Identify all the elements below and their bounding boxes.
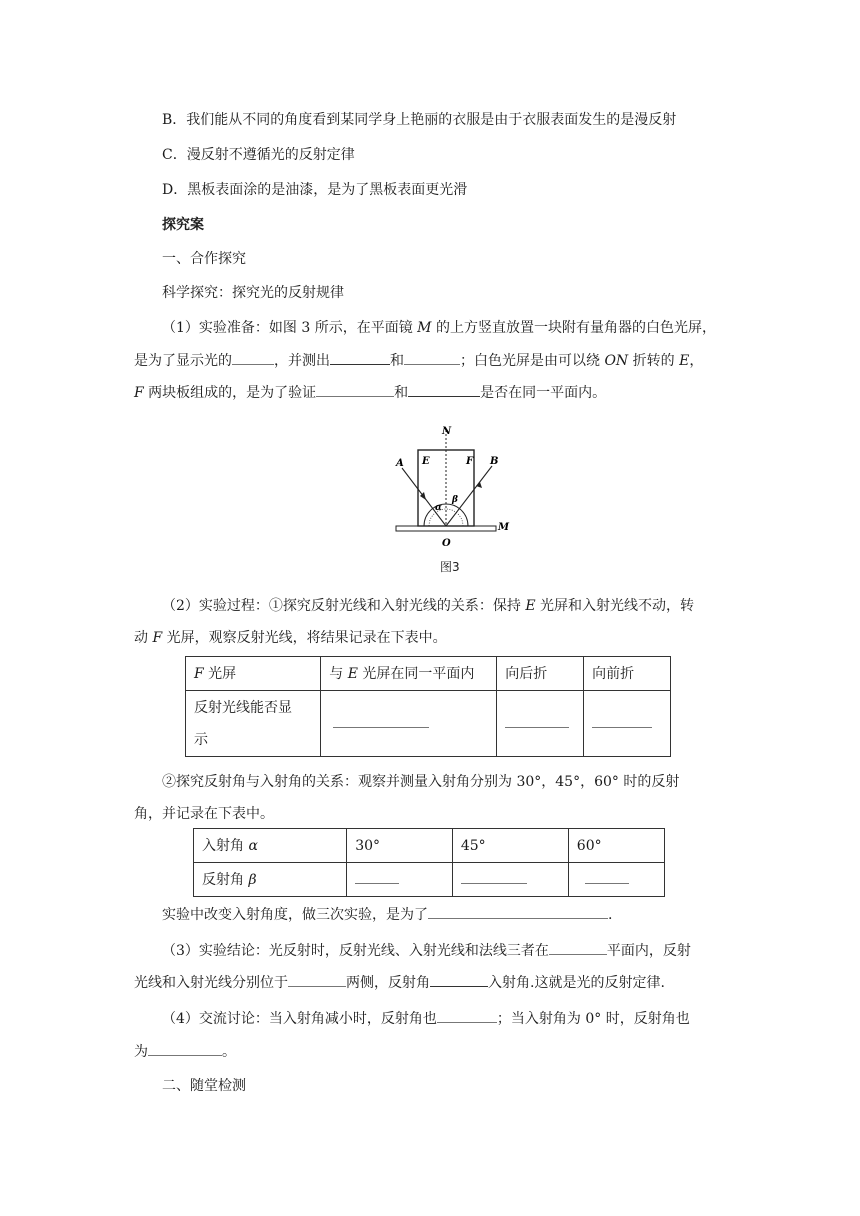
step1-line2: 是为了显示光的 ，并测出 和 ；白色光屏是由可以绕 ON 折转的 E， [134,350,703,371]
blank-angle-relation[interactable] [430,972,488,987]
label-alpha: α [435,503,442,513]
blank-zero[interactable] [148,1041,222,1056]
step3-line1: （3）实验结论：光反射时，反射光线、入射光线和法线三者在 平面内，反射 [162,940,691,961]
step2b-line1: ②探究反射角与入射角的关系：观察并测量入射角分别为 30°，45°，60° 时的反射 [162,774,680,790]
mirror [396,526,496,531]
blank-angle-2[interactable] [404,350,460,365]
step4-line2: 为 。 [134,1041,236,1062]
label-o: O [442,538,451,549]
answer-blank[interactable] [592,713,652,728]
screen-table [185,656,671,757]
table-cell[interactable] [321,691,497,757]
step4-line1: （4）交流讨论：当入射角减小时，反射角也 ；当入射角为 0° 时，反射角也 [162,1008,690,1029]
table-row [186,691,671,757]
answer-blank[interactable] [333,713,429,728]
blank-same-plane[interactable] [549,940,607,955]
step3-line2: 光线和入射光线分别位于 两侧，反射角 入射角.这就是光的反射定律. [134,972,665,993]
label-m: M [498,522,510,533]
step2-line2: 动 F 光屏，观察反射光线，将结果记录在下表中。 [134,630,447,646]
blank-verify-2[interactable] [408,382,480,397]
table-cell: 30° [347,829,453,863]
blank-verify-1[interactable] [316,382,394,397]
option-c: C．漫反射不遵循光的反射定律 [162,147,355,163]
answer-blank[interactable] [461,869,527,884]
table-header-cell: F 光屏 [186,657,321,691]
table-cell[interactable] [452,863,568,897]
blank-purpose[interactable] [428,904,608,919]
option-d: D．黑板表面涂的是油漆，是为了黑板表面更光滑 [162,182,468,198]
part2-title: 二、随堂检测 [162,1078,246,1094]
table-cell[interactable] [584,691,671,757]
table-cell[interactable] [568,863,664,897]
inquiry-title: 科学探究：探究光的反射规律 [162,285,344,301]
purpose-line: 实验中改变入射角度，做三次实验，是为了 . [162,904,612,925]
blank-angle-1[interactable] [330,350,390,365]
section-title: 探究案 [162,217,204,233]
blank-sides[interactable] [288,972,346,987]
table-row-label: 反射角 β [194,863,347,897]
label-e: E [422,456,430,467]
blank-light[interactable] [232,350,274,365]
table-cell[interactable] [347,863,453,897]
option-b: B．我们能从不同的角度看到某同学身上艳丽的衣服是由于衣服表面发生的是漫反射 [162,112,677,128]
step2b-line2: 角，并记录在下表中。 [134,806,274,822]
answer-blank[interactable] [585,869,629,884]
table-cell: 60° [568,829,664,863]
table-cell[interactable] [497,691,584,757]
table-row [186,657,671,691]
label-n: N [442,426,452,437]
step1-line3: F 两块板组成的，是为了验证 和 是否在同一平面内。 [134,382,606,403]
table-row [194,863,665,897]
step2-line1: （2）实验过程：①探究反射光线和入射光线的关系：保持 E 光屏和入射光线不动，转 [162,598,695,614]
step1-line1: （1）实验准备：如图 3 所示，在平面镜 M 的上方竖直放置一块附有量角器的白色光屏， [162,320,716,336]
angle-table [193,828,665,897]
table-row-label: 入射角 α [194,829,347,863]
answer-blank[interactable] [505,713,569,728]
blank-decrease[interactable] [437,1008,497,1023]
answer-blank[interactable] [355,869,399,884]
label-a: A [396,458,404,469]
reflection-figure [380,422,520,552]
table-header-cell: 与 E 光屏在同一平面内 [321,657,497,691]
table-header-cell: 向后折 [497,657,584,691]
table-row-label: 反射光线能否显 示 [186,691,321,757]
figure-caption: 图3 [440,560,460,574]
table-cell: 45° [452,829,568,863]
label-beta: β [452,495,458,505]
table-row [194,829,665,863]
table-header-cell: 向前折 [584,657,671,691]
part1-title: 一、合作探究 [162,251,246,267]
label-b: B [490,456,499,467]
label-f: F [466,456,474,467]
